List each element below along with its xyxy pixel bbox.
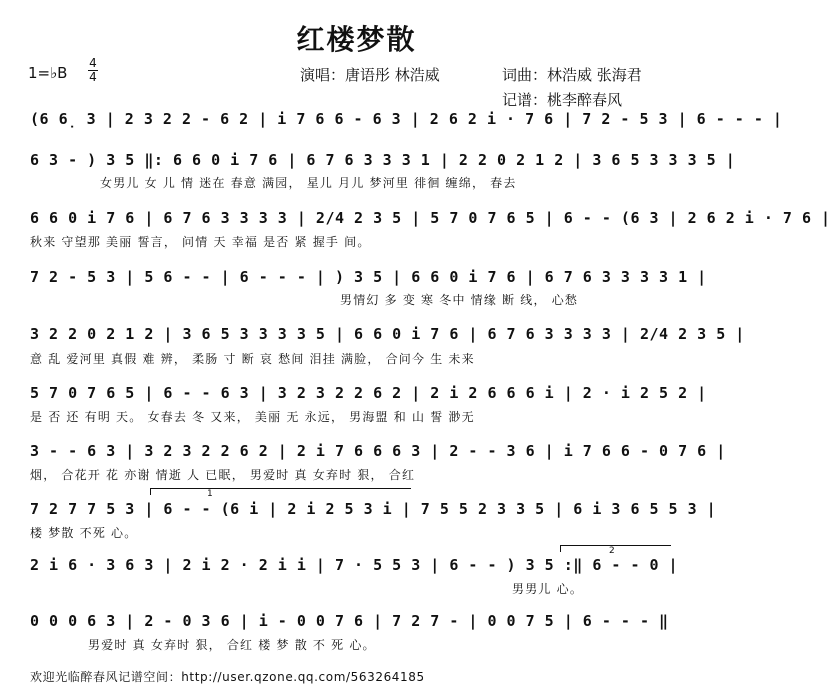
staff-line: 3 - - 6 3 | 3 2 3 2 2 6 2 | 2 i 7 6 6 6 3 | 2 - - 3 6 | i 7 6 6 - 0 7 6 |	[30, 442, 726, 460]
transcriber-credit: 记谱：桃李醉春风	[502, 91, 623, 109]
staff-line: 0 0 0 6 3 | 2 - 0 3 6 | i - 0 0 7 6 | 7 2 7 - | 0 0 7 5 | 6 - - - ‖	[30, 612, 669, 630]
time-signature	[88, 58, 98, 83]
lyric-line: 烟， 合花开 花 亦谢 情逝 人 已眠， 男爱时 真 女弃时 狠， 合红	[30, 468, 416, 482]
key-signature: 1=♭B	[28, 64, 68, 82]
time-signature-top: 4	[89, 56, 97, 70]
staff-line: 6 3 - ) 3 5 ‖: 6 6 0 i 7 6 | 6 7 6 3 3 3 1 | 2 2 0 2 1 2 | 3 6 5 3 3 3 5 |	[30, 151, 736, 169]
volta-second-number: 2	[609, 546, 615, 556]
footer-credit: 欢迎光临醉春风记谱空间：http://user.qzone.qq.com/563264185	[30, 670, 425, 684]
lyric-line: 男情幻 多 变 寒 冬中 情缘 断 线， 心愁	[340, 293, 579, 307]
time-signature-bottom: 4	[89, 70, 97, 84]
staff-line: (6 6̣ 3 | 2 3 2 2 - 6 2 | i 7 6 6 - 6 3 | 2 6 2 i · 7 6 | 7 2 - 5 3 | 6 - - - |	[30, 110, 783, 128]
volta-second-ending	[560, 545, 671, 556]
volta-first-number: 1	[207, 489, 213, 499]
lyric-line: 是 否 还 有明 天。 女春去 冬 又来， 美丽 无 永远， 男海盟 和 山 誓 渺无	[30, 410, 475, 424]
staff-line: 6 6 0 i 7 6 | 6 7 6 3 3 3 3 | 2/4 2 3 5 | 5 7 0 7 6 5 | 6 - - (6 3 | 2 6 2 i · 7 6 |	[30, 209, 831, 227]
lyric-line: 意 乱 爱河里 真假 难 辨， 柔肠 寸 断 哀 愁间 泪挂 满脸， 合问今 生 未来	[30, 352, 475, 366]
staff-line: 5 7 0 7 6 5 | 6 - - 6 3 | 3 2 3 2 2 6 2 | 2 i 2 6 6 6 i | 2 · i 2 5 2 |	[30, 384, 707, 402]
singers-credit: 演唱：唐语彤 林浩威	[300, 66, 440, 84]
staff-line: 7 2 - 5 3 | 5 6 - - | 6 - - - | ) 3 5 | 6 6 0 i 7 6 | 6 7 6 3 3 3 3 1 |	[30, 268, 707, 286]
staff-line: 2 i 6 · 3 6 3 | 2 i 2 · 2 i i | 7 · 5 5 3 | 6 - - ) 3 5 :‖ 6 - - 0 |	[30, 556, 679, 574]
lyric-line: 男爱时 真 女弃时 狠， 合红 楼 梦 散 不 死 心。	[88, 638, 376, 652]
lyric-line: 秋来 守望那 美丽 誓言， 问情 天 幸福 是否 紧 握手 间。	[30, 235, 371, 249]
staff-line: 3 2 2 0 2 1 2 | 3 6 5 3 3 3 3 5 | 6 6 0 i 7 6 | 6 7 6 3 3 3 3 | 2/4 2 3 5 |	[30, 325, 745, 343]
song-title: 红楼梦散	[296, 23, 417, 56]
composer-credit: 词曲：林浩威 张海君	[502, 66, 642, 84]
lyric-line: 女男儿 女 儿 情 迷在 春意 满园， 星儿 月儿 梦河里 徘徊 缠绵， 春去	[100, 176, 517, 190]
lyric-line: 男男儿 心。	[512, 582, 584, 596]
lyric-line: 楼 梦散 不死 心。	[30, 526, 138, 540]
staff-line: 7 2 7 7 5 3 | 6 - - (6 i | 2 i 2 5 3 i | 7 5 5 2 3 3 5 | 6 i 3 6 5 5 3 |	[30, 500, 717, 518]
volta-first-ending	[150, 488, 411, 499]
